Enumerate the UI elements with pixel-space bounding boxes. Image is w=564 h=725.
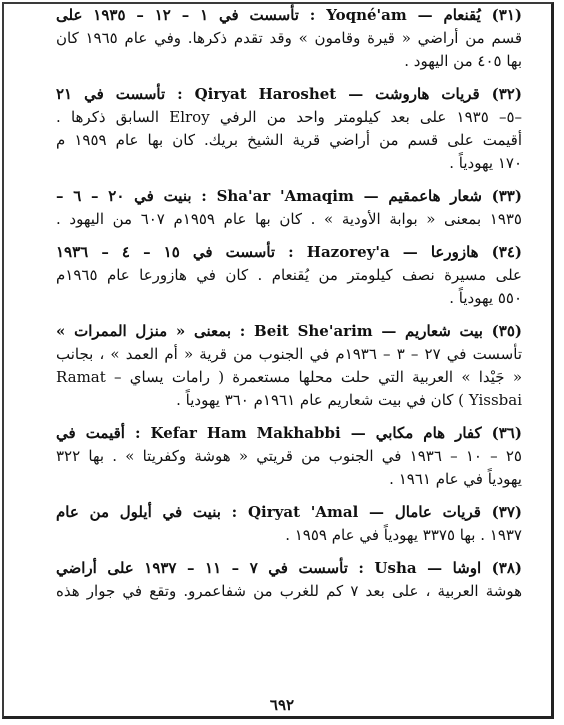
entry-line: هوشة العربية ، على بعد ٧ كم للغرب من شفاعمرو. وتقع في جوار هذه bbox=[56, 582, 522, 600]
entry-heading: (٣١) يُقنعام — Yoqné'am : تأسست في ١ – ١٢ – ١٩٣٥ على bbox=[56, 6, 522, 24]
entry-37 bbox=[56, 501, 522, 547]
entry-line: تأسست في ٢٧ – ٣ – ١٩٣٦م في الجنوب من قرية « أم العمد » ، بجانب bbox=[56, 345, 522, 363]
entry-heading: (٣٨) اوشا — Usha : تأسست في ٧ – ١١ – ١٩٣٧ على أراضي bbox=[56, 559, 522, 577]
entry-line: –٥– ١٩٣٥ على بعد كيلومتر واحد من الرفي Elroy السابق ذكرها . bbox=[56, 108, 522, 126]
entry-line: قسم من أراضي « قيرة وقامون » وقد تقدم ذكرها. وفي عام ١٩٦٥ كان bbox=[56, 29, 522, 47]
entry-line: « جَيْدا » العربية التي حلت محلها مستعمرة ( رامات يساي – Ramat bbox=[56, 368, 522, 386]
entry-38 bbox=[56, 557, 522, 603]
entry-heading: (٣٣) شعار هاعمقيم — Sha'ar 'Amaqim : بنيت في ٢٠ – ٦ – bbox=[56, 187, 522, 205]
entry-heading: (٣٦) كفار هام مكابي — Kefar Ham Makhabbi : أقيمت في bbox=[56, 424, 522, 442]
entry-36 bbox=[56, 422, 522, 491]
entry-35 bbox=[56, 320, 522, 412]
entry-line: Yissbai ) كان في بيت شعاريم عام ١٩٦١م ٣٦٠ يهودياً . bbox=[176, 391, 522, 409]
entry-heading: (٣٢) قريات هاروشت — Qiryat Haroshet : تأسست في ٢١ bbox=[56, 85, 522, 103]
entry-heading: (٣٧) قريات عامال — Qiryat 'Amal : بنيت في أيلول من عام bbox=[56, 503, 522, 521]
entry-31 bbox=[56, 4, 522, 73]
document-body bbox=[56, 4, 522, 603]
entry-32 bbox=[56, 83, 522, 175]
entry-line: ٢٥ – ١٠ – ١٩٣٦ في الجنوب من قريتي « هوشة وكفريتا » . بها ٣٢٢ bbox=[56, 447, 522, 465]
entry-heading: (٣٤) هازورعا — Hazorey'a : تأسست في ١٥ – ٤ – ١٩٣٦ bbox=[56, 243, 522, 261]
page-number: ٦٩٢ bbox=[269, 696, 295, 714]
entry-heading: (٣٥) بيت شعاريم — Beit She'arim : بمعنى « منزل الممرات » bbox=[56, 322, 522, 340]
entry-line: ٥٥٠ يهودياً . bbox=[449, 289, 522, 307]
entry-line: ١٧٠ يهودياً . bbox=[449, 154, 522, 172]
entry-line: ١٩٣٧ . بها ٣٣٧٥ يهودياً في عام ١٩٥٩ . bbox=[285, 526, 522, 544]
entry-line: على مسيرة نصف كيلومتر من يُقنعام . كان في هازورعا عام ١٩٦٥م bbox=[56, 266, 522, 284]
entry-line: يهودياً في عام ١٩٦١ . bbox=[389, 470, 522, 488]
entry-33 bbox=[56, 185, 522, 231]
entry-line: بها ٤٠٥ من اليهود . bbox=[404, 52, 522, 70]
entry-34 bbox=[56, 241, 522, 310]
entry-line: أقيمت على قسم من أراضي قرية الشيخ بريك. كان بها عام ١٩٥٩ م bbox=[56, 131, 522, 149]
entry-line: ١٩٣٥ بمعنى « بوابة الأودية » . كان بها عام ١٩٥٩م ٦٠٧ من اليهود . bbox=[56, 210, 522, 228]
